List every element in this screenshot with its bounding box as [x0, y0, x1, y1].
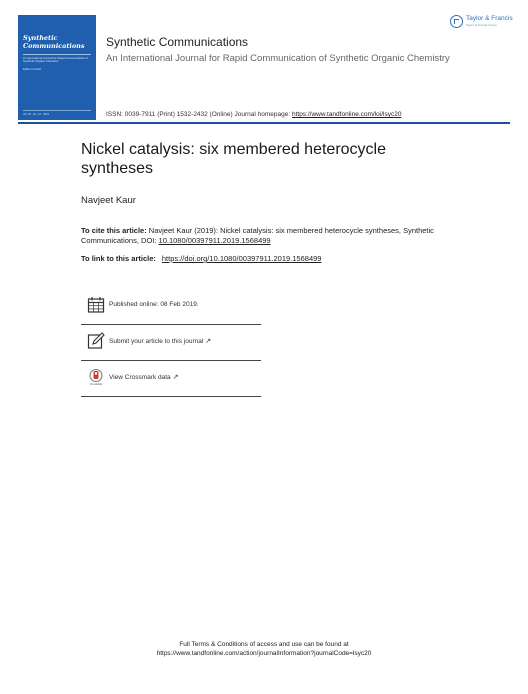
- issn-line: [106, 111, 401, 118]
- info-divider: [81, 396, 261, 397]
- crossmark-logo-text: CrossMark: [89, 382, 103, 386]
- journal-homepage-link[interactable]: https://www.tandfonline.com/loi/lsyc20: [291, 111, 402, 118]
- cite-text: Navjeet Kaur (2019): Nickel catalysis: six membered heterocycle syntheses, Synthetic Communications, DOI:: [81, 226, 434, 245]
- crossmark-link[interactable]: View Crossmark data: [109, 374, 171, 381]
- cover-editor: Editor-in-Chief: [23, 66, 41, 71]
- journal-title[interactable]: Synthetic Communications: [106, 35, 249, 49]
- journal-cover: [18, 15, 96, 120]
- cover-subtitle: An International Journal for Rapid Communication of Synthetic Organic Chemistry: [23, 56, 88, 64]
- submit-article-row[interactable]: [81, 332, 261, 360]
- tf-logo-icon: [450, 15, 463, 28]
- footer-terms-link[interactable]: https://www.tandfonline.com/action/journalInformation?journalCode=lsyc20: [156, 650, 372, 657]
- link-label: To link to this article:: [81, 254, 156, 263]
- header-divider: [18, 122, 510, 124]
- article-title: Nickel catalysis: six membered heterocycle syntheses: [81, 141, 386, 177]
- info-divider: [81, 360, 261, 361]
- issn-text: ISSN: 0039-7911 (Print) 1532-2432 (Online) Journal homepage:: [106, 111, 292, 118]
- journal-subtitle: An International Journal for Rapid Communication of Synthetic Organic Chemistry: [106, 53, 450, 64]
- published-row: [81, 296, 261, 324]
- doi-link[interactable]: 10.1080/00397911.2019.1568499: [158, 236, 271, 245]
- crossmark-icon: [87, 368, 105, 386]
- submit-article-link[interactable]: Submit your article to this journal: [109, 338, 204, 345]
- external-link-icon: ↗: [205, 338, 212, 345]
- cover-foot: Vol. 49 · No. 12 · 2019: [23, 110, 91, 116]
- footer-line-1: Full Terms & Conditions of access and use can be found at: [179, 641, 349, 648]
- edit-icon: [87, 332, 105, 350]
- crossmark-row[interactable]: [81, 368, 261, 396]
- citation-block: [81, 226, 461, 246]
- article-doi-url-link[interactable]: https://doi.org/10.1080/00397911.2019.1568499: [161, 254, 322, 263]
- cover-title: Synthetic Communications: [23, 34, 85, 50]
- article-link-line: [81, 254, 321, 263]
- external-link-icon: ↗: [172, 374, 179, 381]
- publisher-name: Taylor & Francis: [466, 15, 513, 22]
- article-author: Navjeet Kaur: [81, 195, 136, 206]
- publisher-tagline: Taylor & Francis Group: [466, 23, 497, 27]
- info-divider: [81, 324, 261, 325]
- published-date: Published online: 08 Feb 2019.: [109, 301, 199, 308]
- calendar-icon: [87, 296, 105, 314]
- cite-label: To cite this article:: [81, 226, 147, 235]
- terms-footer: [0, 640, 528, 658]
- taylor-francis-logo[interactable]: [450, 14, 516, 34]
